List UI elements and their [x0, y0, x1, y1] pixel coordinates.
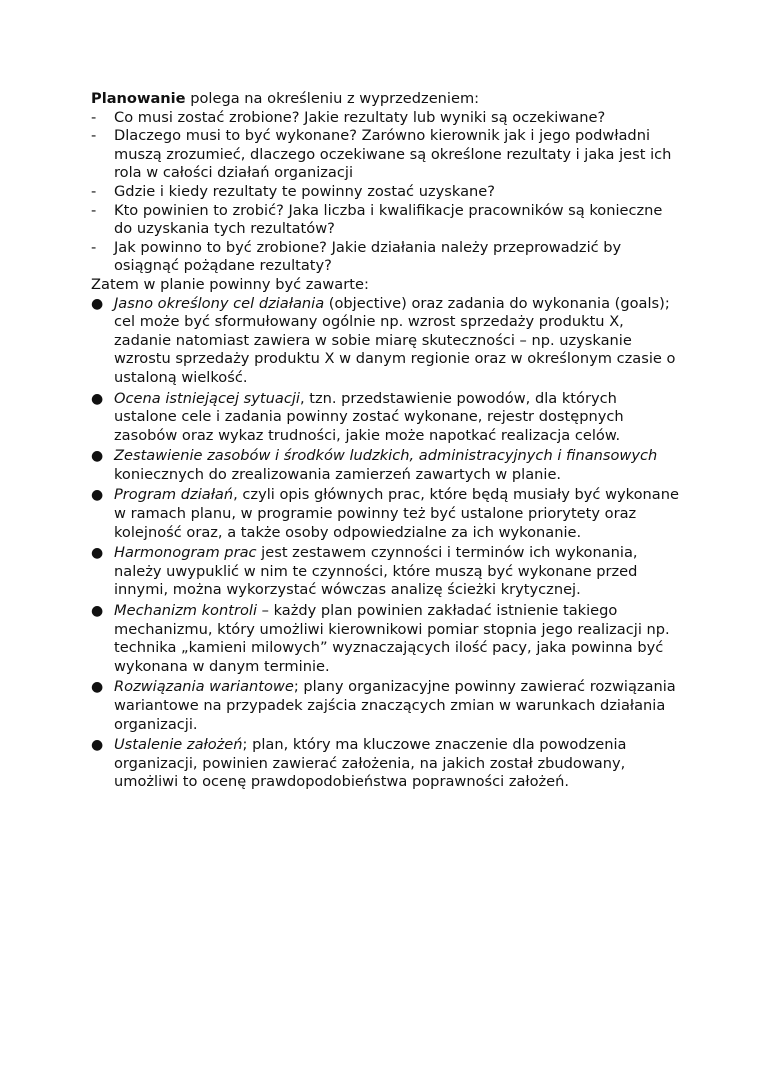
question-text: Dlaczego musi to być wykonane? Zarówno kierownik jak i jego podwładni muszą zrozumieć, dlaczego oczekiwane są określone rezultaty i jaka jest ich rola w całości działań organizacji [114, 127, 672, 182]
plan-description: jest zestawem czynności i terminów ich wykonania, należy uwypuklić w nim te czynności, które muszą być wykonane przed innymi, można wykorzystać wówczas analizę ścieżki krytycznej. [114, 544, 638, 599]
question-item [91, 127, 681, 183]
question-text: Kto powinien to zrobić? Jaka liczba i kwalifikacje pracowników są konieczne do uzyskania tych rezultatów? [114, 201, 663, 238]
plan-content-item [91, 544, 681, 600]
question-text: Jak powinno to być zrobione? Jakie działania należy przeprowadzić by osiągnąć pożądane rezultaty? [114, 238, 622, 275]
plan-description: ; plan, który ma kluczowe znaczenie dla powodzenia organizacji, powinien zawierać założenia, na jakich został zbudowany, umożliwi to ocenę prawdopodobieństwa poprawności założeń. [114, 736, 627, 791]
plan-term: Ocena istniejącej sytuacji [114, 389, 300, 407]
plan-contents-list [91, 295, 681, 792]
dash-marker: - [91, 182, 97, 200]
plan-content-item [91, 390, 681, 446]
plan-description: – każdy plan powinien zakładać istnienie takiego mechanizmu, który umożliwi kierownikowi pomiar stopnia jego realizacji np. technika „kamieni milowych” wyznaczających ilość pacy, jaka powinna być wykonana w danym terminie. [114, 602, 670, 675]
bullet-icon: ● [91, 679, 104, 696]
dash-marker: - [91, 127, 97, 145]
question-item [91, 183, 681, 202]
bullet-icon: ● [91, 737, 104, 754]
question-item [91, 202, 681, 239]
bullet-icon: ● [91, 390, 104, 407]
document-page [91, 90, 681, 794]
plan-description: koniecznych do zrealizowania zamierzeń zawartych w planie. [114, 465, 562, 483]
question-item [91, 109, 681, 128]
question-text: Gdzie i kiedy rezultaty te powinny zostać uzyskane? [114, 182, 495, 200]
dash-marker: - [91, 201, 97, 219]
plan-description: (objective) oraz zadania do wykonania (goals); cel może być sformułowany ogólnie np. wzrost sprzedaży produktu X, zadanie natomiast zawiera w sobie miarę skuteczności – np. uzyskanie wzrostu sprzedaży produktu X w danym regionie oraz w określonym czasie o ustaloną wielkość. [114, 294, 676, 386]
plan-term: Rozwiązania wariantowe [114, 678, 294, 696]
plan-description: ; plany organizacyjne powinny zawierać rozwiązania wariantowe na przypadek zajścia znaczących zmian w warunkach działania organizacji. [114, 678, 676, 733]
plan-content-item [91, 295, 681, 388]
plan-content-item [91, 678, 681, 734]
bullet-icon: ● [91, 295, 104, 312]
dash-marker: - [91, 238, 97, 256]
plan-description: , tzn. przedstawienie powodów, dla których ustalone cele i zadania powinny zostać wykonane, rejestr dostępnych zasobów oraz wykaz trudności, jakie może napotkać realizacja celów. [114, 389, 624, 444]
plan-term: Mechanizm kontroli [114, 602, 257, 620]
intro-bold-term: Planowanie [91, 90, 186, 107]
plan-content-item [91, 736, 681, 792]
plan-term: Harmonogram prac [114, 544, 257, 562]
plan-description: , czyli opis głównych prac, które będą musiały być wykonane w ramach planu, w programie powinny też być ustalone priorytety oraz kolejność oraz, a także osoby odpowiedzialne za ich wykonanie. [114, 486, 679, 541]
bullet-icon: ● [91, 487, 104, 504]
plan-term: Program działań [114, 486, 234, 504]
intro-text: polega na określeniu z wyprzedzeniem: [185, 90, 480, 107]
plan-term: Zestawienie zasobów i środków ludzkich, administracyjnych i finansowych [114, 447, 658, 465]
question-list [91, 109, 681, 276]
plan-content-item [91, 447, 681, 484]
plan-term: Jasno określony cel działania [114, 294, 325, 312]
question-text: Co musi zostać zrobione? Jakie rezultaty lub wyniki są oczekiwane? [114, 108, 606, 126]
transition-paragraph: Zatem w planie powinny być zawarte: [91, 275, 369, 293]
bullet-icon: ● [91, 545, 104, 562]
plan-content-item [91, 486, 681, 542]
bullet-icon: ● [91, 603, 104, 620]
bullet-icon: ● [91, 448, 104, 465]
plan-term: Ustalenie założeń [114, 736, 243, 754]
intro-paragraph [91, 90, 681, 109]
plan-content-item [91, 602, 681, 676]
question-item [91, 239, 681, 276]
dash-marker: - [91, 108, 97, 126]
